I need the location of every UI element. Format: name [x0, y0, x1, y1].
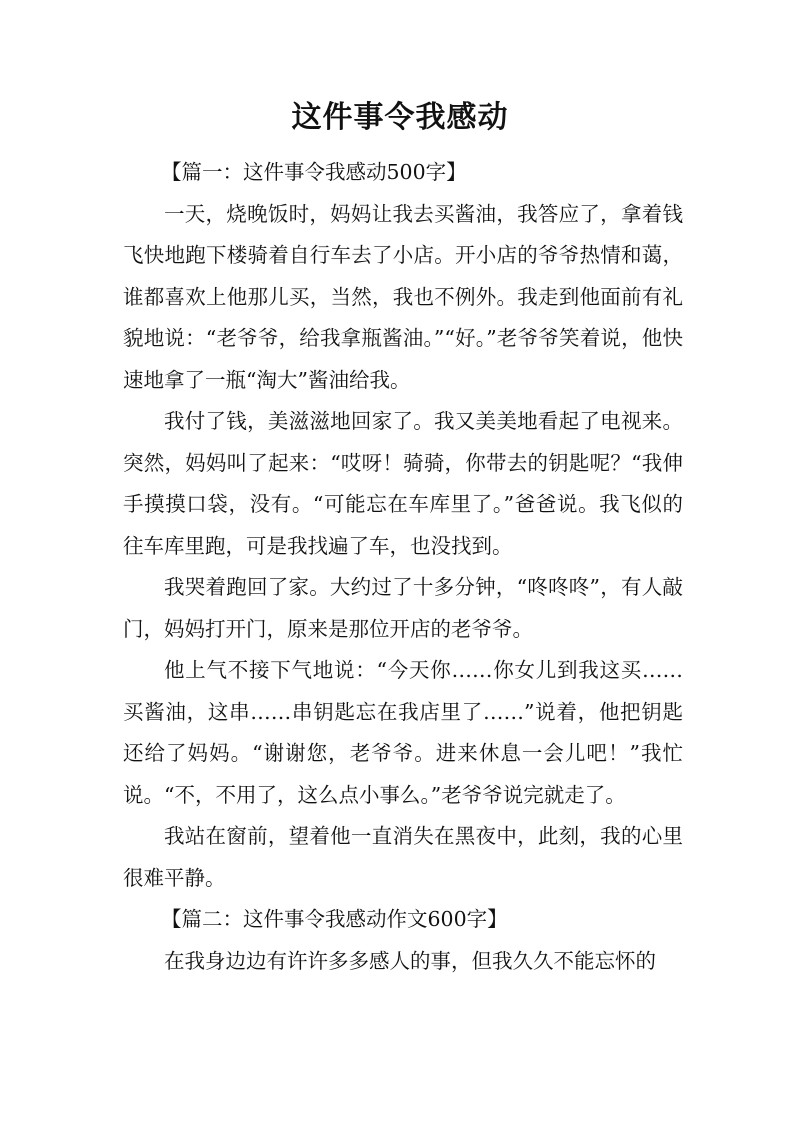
paragraph: 在我身边边有许许多多感人的事，但我久久不能忘怀的 [164, 948, 656, 973]
section-heading-2: 【篇二：这件事令我感动作文600字】 [161, 907, 508, 931]
document-body [123, 152, 683, 982]
paragraph: 他上气不接下气地说：“今天你……你女儿到我这买……买酱油，这串……串钥匙忘在我店里了……”说着，他把钥匙还给了妈妈。“谢谢您，老爷爷。进来休息一会儿吧！”我忙说。“不，不用了，这么点小事么。”老爷爷说完就走了。 [123, 658, 683, 807]
paragraph: 我哭着跑回了家。大约过了十多分钟，“咚咚咚”，有人敲门，妈妈打开门，原来是那位开店的老爷爷。 [123, 575, 683, 641]
paragraph: 一天，烧晚饭时，妈妈让我去买酱油，我答应了，拿着钱飞快地跑下楼骑着自行车去了小店。开小店的爷爷热情和蔼，谁都喜欢上他那儿买，当然，我也不例外。我走到他面前有礼貌地说：“老爷爷，给我拿瓶酱油。”“好。”老爷爷笑着说，他快速地拿了一瓶“淘大”酱油给我。 [123, 201, 683, 392]
section-heading-1: 【篇一：这件事令我感动500字】 [161, 160, 467, 184]
paragraph: 我付了钱，美滋滋地回家了。我又美美地看起了电视来。突然，妈妈叫了起来：“哎呀！骑骑，你带去的钥匙呢？“我伸手摸摸口袋，没有。“可能忘在车库里了。”爸爸说。我飞似的往车库里跑，可是我找遍了车，也没找到。 [123, 409, 683, 558]
document-title: 这件事令我感动 [291, 100, 509, 135]
paragraph: 我站在窗前，望着他一直消失在黑夜中，此刻，我的心里很难平静。 [123, 824, 683, 890]
